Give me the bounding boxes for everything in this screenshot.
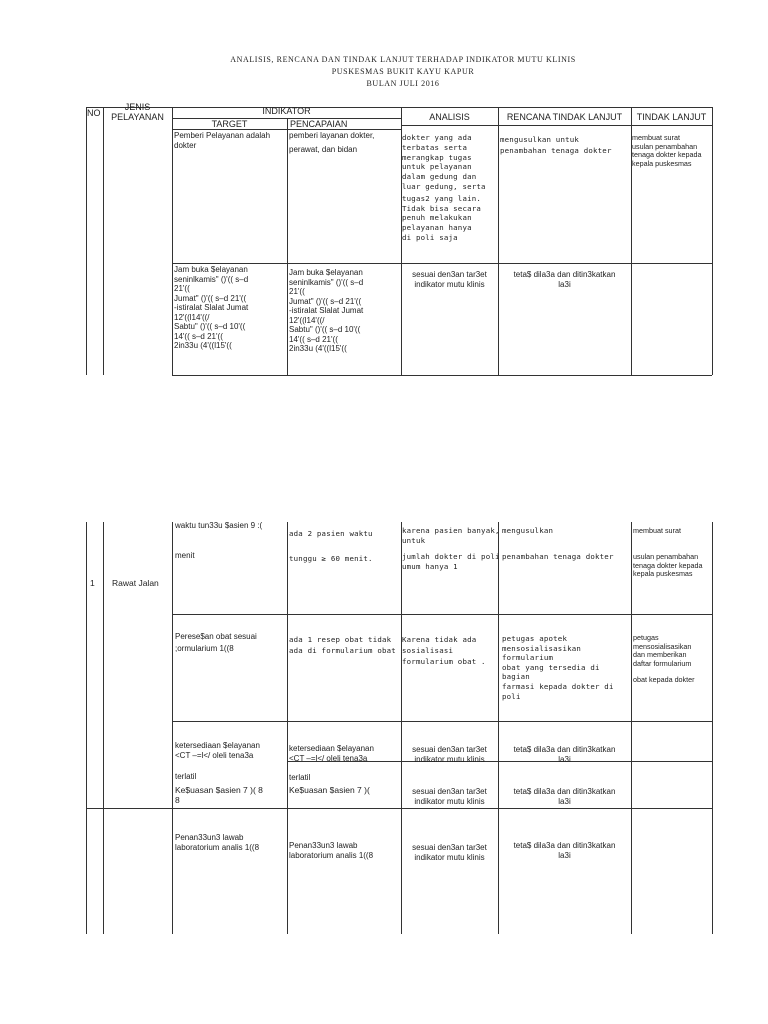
p2-row2-pencapaian: ada 1 resep obat tidak ada di formularium obat (289, 635, 396, 655)
p2-row1-tindak-a: membuat surat (633, 526, 681, 535)
p1-row2-analisis: sesuai den3an tar3et indikator mutu klinis (412, 270, 487, 289)
p2-row3-rencana: teta$ dila3a dan ditin3katkan la3i (513, 745, 616, 764)
header-target: TARGET (211, 119, 248, 129)
p2-row3-target: ketersediaan $elayanan <CT –=l</ oleli tena3a terlatil (175, 741, 260, 781)
p1-row1-pencapaian: pemberi layanan dokter, perawat, dan bidan (289, 131, 375, 154)
p2-row1-rencana-a: mengusulkan (502, 526, 554, 535)
p2-row3-pencapaian: ketersediaan $elayanan <CT –=l</ oleli tena3a terlatil (289, 744, 374, 782)
p2-row1-target-b: menit (175, 551, 195, 560)
header-jenis-line2: PELAYANAN (111, 112, 164, 122)
p2-jenis-pelayanan: Rawat Jalan (112, 578, 159, 588)
p2-row5-pencapaian: Penan33un3 lawab laboratorium analis 1((8 (289, 841, 374, 860)
header-rencana: RENCANA TINDAK LANJUT (506, 112, 623, 122)
title-line-2: PUSKESMAS BUKIT KAYU KAPUR (331, 67, 475, 76)
header-no: NO (87, 108, 101, 118)
p2-row1-pencapaian-a: ada 2 pasien waktu (289, 529, 373, 538)
p1-row1-analisis: dokter yang ada terbatas serta merangkap tugas untuk pelayanan dalam gedung dan luar gedung, serta tugas2 yang lain. Tidak bisa secara penuh melakukan pelayanan hanya di poli saja (402, 133, 486, 242)
p2-row4-analisis: sesuai den3an tar3et indikator mutu klinis (412, 787, 487, 806)
header-jenis-line1: JENIS (124, 102, 151, 112)
header-analisis: ANALISIS (429, 112, 470, 122)
header-pencapaian: PENCAPAIAN (290, 119, 348, 129)
p2-row1-analisis: karena pasien banyak, untuk jumlah dokter di poli umum hanya 1 (402, 526, 500, 571)
p2-row1-tindak-b: usulan penambahan tenaga dokter kepada kepala puskesmas (633, 552, 703, 579)
p2-row2-target: Perese$an obat sesuai ;ormularium 1((8 (175, 632, 257, 653)
header-indikator: INDIKATOR (262, 106, 311, 116)
p2-no: 1 (90, 578, 95, 588)
p2-row5-analisis: sesuai den3an tar3et indikator mutu klinis (412, 843, 487, 862)
p1-row1-target: Pemberi Pelayanan adalah dokter (174, 131, 271, 150)
p1-row1-rencana: mengusulkan untuk penambahan tenaga dokter (500, 135, 612, 155)
header-tindak: TINDAK LANJUT (636, 112, 707, 122)
p1-row2-pencapaian: Jam buka $elayanan seninlkamis" ()'(( s–d 21'(( Jumat" ()'(( s–d 21'(( -istiralat Slalat Jumat 12'((l14'((/ Sabtu" ()'(( s–d 10'(( 14'(( s–d 21'(( 2in33u (4'((l15'(( (289, 268, 364, 353)
p1-row2-rencana: teta$ dila3a dan ditin3katkan la3i (513, 270, 616, 289)
p2-row1-rencana-b: penambahan tenaga dokter (502, 552, 614, 561)
p2-row4-rencana: teta$ dila3a dan ditin3katkan la3i (513, 787, 616, 806)
p2-row2-tindak: petugas mensosialisasikan dan memberikan daftar formularium obat kepada dokter (633, 633, 695, 685)
p1-row2-target: Jam buka $elayanan seninlkamis" ()'(( s–d 21'(( Jumat" ()'(( s–d 21'(( -istiralat Slalat Jumat 12'((l14'((/ Sabtu" ()'(( s–d 10'(( 14'(( s–d 21'(( 2in33u (4'((l15'(( (174, 265, 249, 350)
p2-row5-target: Penan33un3 lawab laboratorium analis 1((8 (175, 833, 260, 852)
p2-row3-analisis: sesuai den3an tar3et indikator mutu klinis (412, 745, 487, 764)
document-title (0, 54, 768, 90)
p1-row1-tindak: membuat surat usulan penambahan tenaga dokter kepada kepala puskesmas (632, 133, 702, 168)
title-line-3: BULAN JULI 2016 (366, 79, 440, 88)
p2-row1-pencapaian-b: tunggu ≥ 60 menit. (289, 554, 373, 563)
title-line-1: ANALISIS, RENCANA DAN TINDAK LANJUT TERHADAP INDIKATOR MUTU KLINIS (230, 55, 576, 64)
header-jenis-pelayanan (103, 102, 172, 122)
p2-row2-rencana: petugas apotek mensosialisasikan formularium obat yang tersedia di bagian farmasi kepada dokter di poli (502, 634, 614, 701)
p2-row4-pencapaian: Ke$uasan $asien 7 )( (289, 785, 370, 795)
p2-row1-target-a: waktu tun33u $asien 9 :( (175, 521, 263, 530)
p2-row4-target: Ke$uasan $asien 7 )( 8 8 (175, 785, 263, 805)
p2-row2-analisis: Karena tidak ada sosialisasi formularium obat . (402, 635, 486, 666)
p2-row5-rencana: teta$ dila3a dan ditin3katkan la3i (513, 841, 616, 860)
